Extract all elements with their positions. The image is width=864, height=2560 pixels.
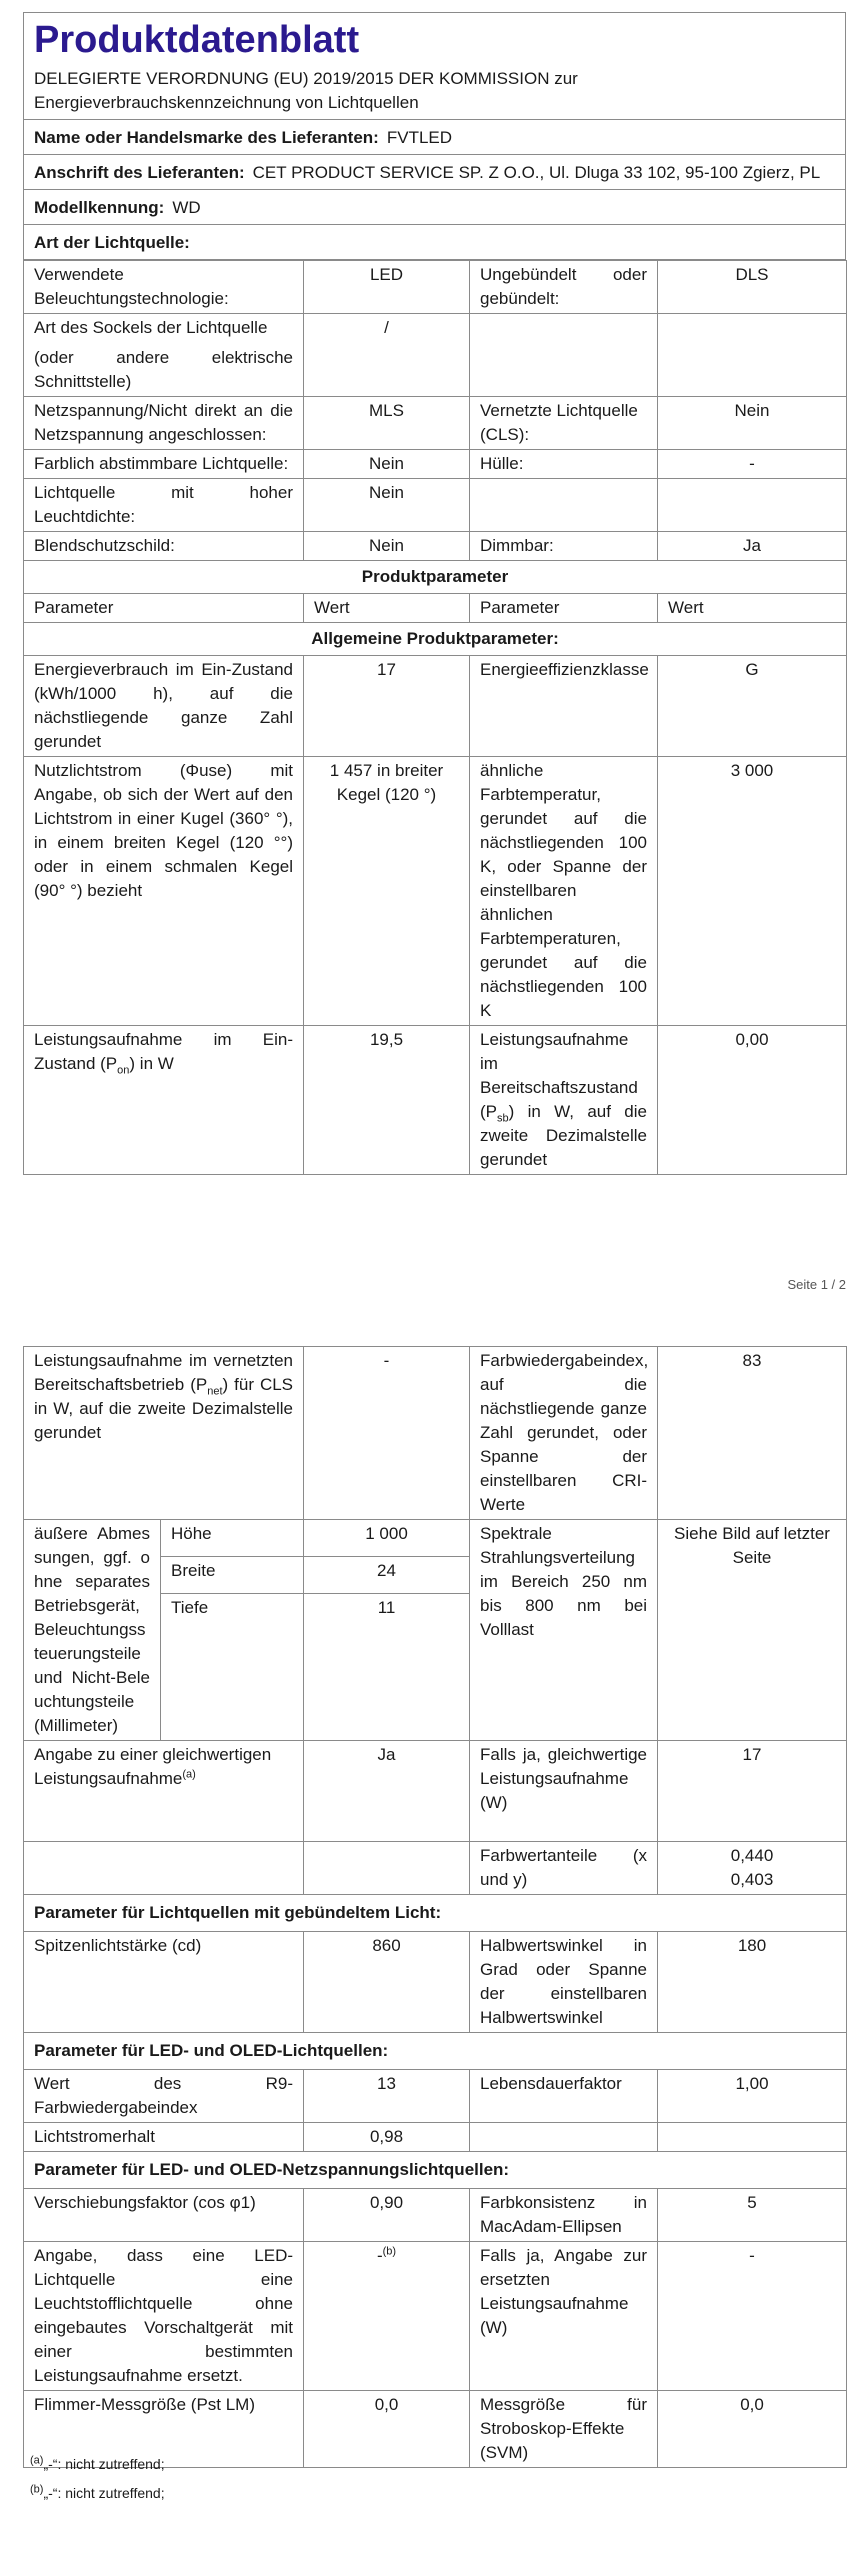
peak-label: Spitzenlichtstärke (cd) <box>24 1932 304 2033</box>
replace-power-value: - <box>658 2242 847 2391</box>
replace-sup: (b) <box>382 2245 397 2258</box>
cri-value: 83 <box>658 1347 847 1520</box>
socket-label-line1: Art des Sockels der Lichtquelle <box>34 318 268 337</box>
replace-label: Angabe, dass eine LED-Lichtquelle eine Leuchtstofflichtquelle ohne eingebautes Vorschaltgerät mit einer bestimmten Leistungsaufnahme ersetzt. <box>24 2242 304 2391</box>
empty-cell <box>161 1631 304 1741</box>
flux-value: 1 457 in breiter Kegel (120 °) <box>304 757 470 1026</box>
general-params-heading: Allgemeine Produktparameter: <box>24 623 847 656</box>
equiv-power-value: 17 <box>658 1741 847 1842</box>
macadam-value: 5 <box>658 2189 847 2242</box>
table-row <box>24 1026 847 1175</box>
footnote-b <box>30 2483 165 2503</box>
socket-label-line2: (oder andere elektrische Schnittstelle) <box>34 348 293 391</box>
cct-label: ähnliche Farbtemperatur, gerundet auf die nächstliegenden 100 K, oder Spanne der einstellbaren ähnlichen Farbtemperaturen, gerundet auf die nächstliegenden 100 K <box>470 757 658 1026</box>
spd-value: Siehe Bild auf letzter Seite <box>658 1520 847 1741</box>
table-row <box>24 450 847 479</box>
equiv-label <box>24 1741 304 1842</box>
socket-value: / <box>304 314 470 397</box>
pnet-label <box>24 1347 304 1520</box>
empty-cell <box>470 314 658 397</box>
empty-cell <box>304 1842 470 1895</box>
psb-label-text: Leistungsaufnahme im Bereitschaftszustand (P <box>480 1030 638 1121</box>
color-tunable-value: Nein <box>304 450 470 479</box>
energy-value: 17 <box>304 656 470 757</box>
tech-label: Verwendete Beleuchtungstechnologie: <box>24 261 304 314</box>
socket-label <box>24 314 304 397</box>
header-box <box>23 12 846 120</box>
high-lum-value: Nein <box>304 479 470 532</box>
product-params-heading: Produktparameter <box>24 561 847 594</box>
page-2 <box>23 1346 846 2468</box>
table-row <box>24 1520 847 1557</box>
chroma-x: 0,440 <box>730 1846 774 1865</box>
table-row <box>24 2189 847 2242</box>
table-row <box>24 532 847 561</box>
table-row <box>24 1347 847 1520</box>
replace-value <box>304 2242 470 2391</box>
flicker-label: Flimmer-Messgröße (Pst LM) <box>24 2391 304 2468</box>
mains-label: Netzspannung/Nicht direkt an die Netzspannung angeschlossen: <box>24 397 304 450</box>
bundled-value: DLS <box>658 261 847 314</box>
flicker-value: 0,0 <box>304 2391 470 2468</box>
art-label: Art der Lichtquelle: <box>34 233 190 252</box>
col-param-1: Parameter <box>24 594 304 623</box>
page-number: Seite 1 / 2 <box>787 1277 846 1292</box>
table-row <box>24 656 847 757</box>
chroma-label: Farbwertanteile (x und y) <box>470 1842 658 1895</box>
supplier-value: FVTLED <box>386 128 453 147</box>
address-label: Anschrift des Lieferanten: <box>34 163 245 182</box>
table-row <box>24 1741 847 1842</box>
glare-value: Nein <box>304 532 470 561</box>
psb-sub: sb <box>497 1112 509 1125</box>
pon-label <box>24 1026 304 1175</box>
replace-value-text: - <box>376 2246 383 2265</box>
svm-label: Messgröße für Stroboskop-Effekte (SVM) <box>470 2391 658 2468</box>
width-label: Breite <box>161 1557 304 1594</box>
replace-power-label: Falls ja, Angabe zur ersetzten Leistungsaufnahme (W) <box>470 2242 658 2391</box>
table-row <box>24 314 847 397</box>
cls-label: Vernetzte Lichtquelle (CLS): <box>470 397 658 450</box>
table-row <box>24 1932 847 2033</box>
tech-value: LED <box>304 261 470 314</box>
empty-cell <box>470 2123 658 2152</box>
psb-label <box>470 1026 658 1175</box>
pon-label-text: Leistungsaufnahme im Ein-Zustand (P <box>34 1030 293 1073</box>
model-row <box>23 190 846 225</box>
empty-cell <box>658 2123 847 2152</box>
psb-value: 0,00 <box>658 1026 847 1175</box>
dimmable-label: Dimmbar: <box>470 532 658 561</box>
footnote-a-text: „-“: nicht zutreffend; <box>43 2456 165 2472</box>
page-1 <box>23 12 846 1175</box>
svm-value: 0,0 <box>658 2391 847 2468</box>
macadam-label: Farbkonsistenz in MacAdam-Ellipsen <box>470 2189 658 2242</box>
supplier-row <box>23 120 846 155</box>
model-label: Modellkennung: <box>34 198 165 217</box>
pnet-label-unit: ) für CLS in W, auf die zweite Dezimalstelle gerundet <box>34 1375 294 1442</box>
art-row <box>23 225 846 260</box>
directional-params-heading: Parameter für Lichtquellen mit gebündeltem Licht: <box>24 1895 847 1932</box>
equiv-label-text: Angabe zu einer gleichwertigen Leistungsaufnahme <box>34 1745 272 1788</box>
survival-value: 1,00 <box>658 2070 847 2123</box>
col-param-2: Parameter <box>470 594 658 623</box>
maint-label: Lichtstromerhalt <box>24 2123 304 2152</box>
address-row <box>23 155 846 190</box>
section-row <box>24 623 847 656</box>
column-header-row <box>24 594 847 623</box>
height-value: 1 000 <box>304 1520 470 1557</box>
color-tunable-label: Farblich abstimmbare Lichtquelle: <box>24 450 304 479</box>
pf-value: 0,90 <box>304 2189 470 2242</box>
cri-label: Farbwiedergabeindex, auf die nächstliegende ganze Zahl gerundet, oder Spanne der einstellbaren CRI-Werte <box>470 1347 658 1520</box>
depth-label: Tiefe <box>161 1594 304 1631</box>
table-row <box>24 1842 847 1895</box>
table-row <box>24 397 847 450</box>
height-label: Höhe <box>161 1520 304 1557</box>
table-row <box>24 757 847 1026</box>
section-row <box>24 2152 847 2189</box>
equiv-value: Ja <box>304 1741 470 1842</box>
col-value-2: Wert <box>658 594 847 623</box>
section-row <box>24 2033 847 2070</box>
section-row <box>24 561 847 594</box>
high-lum-label: Lichtquelle mit hoher Leuchtdichte: <box>24 479 304 532</box>
beam-value: 180 <box>658 1932 847 2033</box>
eclass-label: Energieeffizienzklasse <box>470 656 658 757</box>
footnote-b-sup: (b) <box>30 2483 44 2496</box>
psb-label-unit: ) in W, auf die zweite Dezimalstelle gerundet <box>480 1102 647 1169</box>
eclass-value: G <box>658 656 847 757</box>
table-row <box>24 2123 847 2152</box>
envelope-value: - <box>658 450 847 479</box>
glare-label: Blendschutzschild: <box>24 532 304 561</box>
col-value-1: Wert <box>304 594 470 623</box>
equiv-sup: (a) <box>182 1768 196 1781</box>
chroma-y: 0,403 <box>730 1870 774 1889</box>
empty-cell <box>658 314 847 397</box>
r9-value: 13 <box>304 2070 470 2123</box>
pon-value: 19,5 <box>304 1026 470 1175</box>
energy-label: Energieverbrauch im Ein-Zustand (kWh/1000 h), auf die nächstliegende ganze Zahl gerundet <box>24 656 304 757</box>
table-row <box>24 2070 847 2123</box>
spd-label: Spektrale Strahlungsverteilung im Bereich 250 nm bis 800 nm bei Volllast <box>470 1520 658 1741</box>
supplier-label: Name oder Handelsmarke des Lieferanten: <box>34 128 379 147</box>
led-params-heading: Parameter für LED- und OLED-Lichtquellen: <box>24 2033 847 2070</box>
empty-cell <box>470 479 658 532</box>
section-row <box>24 1895 847 1932</box>
table-row <box>24 479 847 532</box>
empty-cell <box>24 1842 304 1895</box>
empty-cell <box>658 479 847 532</box>
pf-label: Verschiebungsfaktor (cos φ1) <box>24 2189 304 2242</box>
pon-label-unit: ) in W <box>129 1054 174 1073</box>
peak-value: 860 <box>304 1932 470 2033</box>
equiv-power-label: Falls ja, gleichwertige Leistungsaufnahme (W) <box>470 1741 658 1842</box>
envelope-label: Hülle: <box>470 450 658 479</box>
footnote-a <box>30 2454 165 2474</box>
width-value: 24 <box>304 1557 470 1594</box>
cct-value: 3 000 <box>658 757 847 1026</box>
model-value: WD <box>172 198 201 217</box>
pnet-sub: net <box>207 1385 223 1398</box>
dimmable-value: Ja <box>658 532 847 561</box>
footnote-b-text: „-“: nicht zutreffend; <box>43 2485 165 2501</box>
page-title: Produktdatenblatt <box>34 19 360 61</box>
product-table-page2 <box>23 1346 847 2468</box>
mains-value: MLS <box>304 397 470 450</box>
r9-label: Wert des R9-Farbwiedergabeindex <box>24 2070 304 2123</box>
depth-value: 11 <box>304 1594 470 1631</box>
table-row <box>24 2242 847 2391</box>
maint-value: 0,98 <box>304 2123 470 2152</box>
footnote-a-sup: (a) <box>30 2454 44 2467</box>
flux-label: Nutzlichtstrom (Φuse) mit Angabe, ob sich der Wert auf den Lichtstrom in einer Kugel (360° °), in einem breiten Kegel (120 °°) oder in einem schmalen Kegel (90° °) bezieht <box>24 757 304 1026</box>
pon-sub: on <box>117 1064 130 1077</box>
regulation-intro: DELEGIERTE VERORDNUNG (EU) 2019/2015 DER KOMMISSION zur Energieverbrauchskennzeichnung von Lichtquellen <box>34 69 578 112</box>
address-value: CET PRODUCT SERVICE SP. Z O.O., Ul. Dluga 33 102, 95-100 Zgierz, PL <box>252 163 821 182</box>
cls-value: Nein <box>658 397 847 450</box>
chroma-values <box>658 1842 847 1895</box>
beam-label: Halbwertswinkel in Grad oder Spanne der einstellbaren Halbwertswinkel <box>470 1932 658 2033</box>
empty-cell <box>304 1631 470 1741</box>
product-table-page1 <box>23 260 847 1175</box>
survival-label: Lebensdauerfaktor <box>470 2070 658 2123</box>
bundled-label: Ungebündelt oder gebündelt: <box>470 261 658 314</box>
pnet-value: - <box>304 1347 470 1520</box>
pnet-label-text: Leistungsaufnahme im vernetzten Bereitschaftsbetrieb (P <box>34 1351 294 1394</box>
table-row <box>24 261 847 314</box>
dims-label: äußere Abmessungen, ggf. ohne separates Betriebsgerät, Beleuchtungssteuerungsteile und Nicht-Beleuchtungsteile (Millimeter) <box>24 1520 161 1741</box>
led-mains-params-heading: Parameter für LED- und OLED-Netzspannungslichtquellen: <box>24 2152 847 2189</box>
